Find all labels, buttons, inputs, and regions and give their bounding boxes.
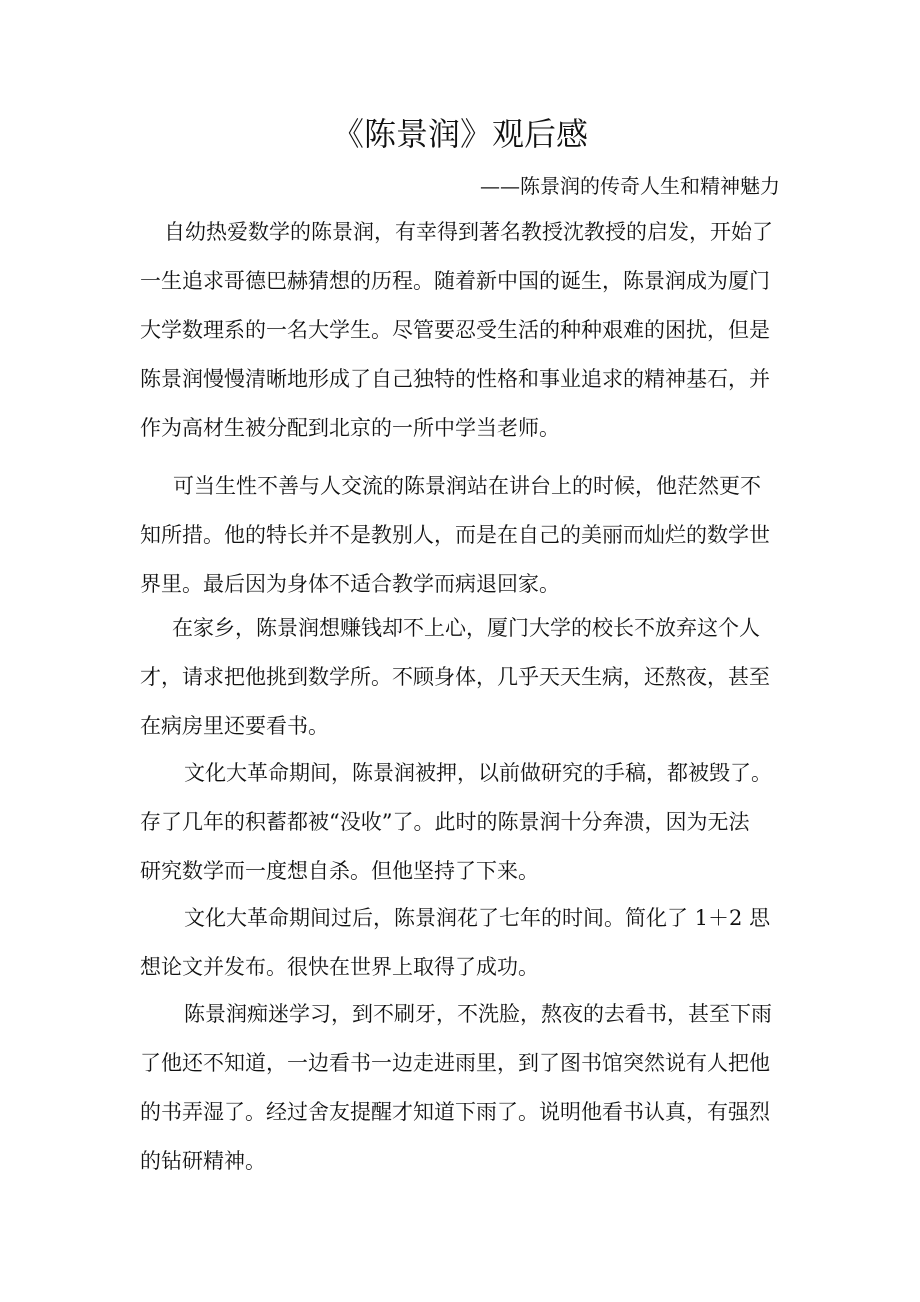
document-title: 《陈景润》观后感 [331,115,588,153]
document-subtitle: ——陈景润的传奇人生和精神魅力 [480,174,780,198]
text-line: 一生追求哥德巴赫猜想的历程。随着新中国的诞生，陈景润成为厦门 [140,269,770,293]
text-line: 陈景润痴迷学习，到不刷牙，不洗脸，熬夜的去看书，甚至下雨 [184,1002,772,1026]
text-line: 在家乡，陈景润想赚钱却不上心，厦门大学的校长不放弃这个人 [172,616,760,640]
text-line: 的钻研精神。 [140,1149,266,1173]
text-line: 研究数学而一度想自杀。但他坚持了下来。 [140,859,539,883]
text-line: 了他还不知道，一边看书一边走进雨里，到了图书馆突然说有人把他 [140,1051,770,1075]
text-line: 才，请求把他挑到数学所。不顾身体，几乎天天生病，还熬夜，甚至 [140,665,770,689]
text-line: 存了几年的积蓄都被“没收”了。此时的陈景润十分奔溃，因为无法 [140,810,750,834]
text-line: 的书弄湿了。经过舍友提醒才知道下雨了。说明他看书认真，有强烈 [140,1100,770,1124]
text-line: 自幼热爱数学的陈景润，有幸得到著名教授沈教授的启发，开始了 [164,220,773,244]
text-line: 在病房里还要看书。 [140,714,329,738]
text-line: 文化大革命期间，陈景润被押，以前做研究的手稿，都被毁了。 [184,761,772,785]
text-line: 文化大革命期间过后，陈景润花了七年的时间。简化了 1＋2 思 [184,906,771,930]
text-line: 陈景润慢慢清晰地形成了自己独特的性格和事业追求的精神基石，并 [140,367,770,391]
text-line: 想论文并发布。很快在世界上取得了成功。 [140,955,539,979]
text-line: 可当生性不善与人交流的陈景润站在讲台上的时候，他茫然更不 [173,474,761,498]
text-line: 作为高材生被分配到北京的一所中学当老师。 [140,416,560,440]
text-line: 大学数理系的一名大学生。尽管要忍受生活的种种艰难的困扰，但是 [140,318,770,342]
text-line: 界里。最后因为身体不适合教学而病退回家。 [140,572,560,596]
text-line: 知所措。他的特长并不是教别人，而是在自己的美丽而灿烂的数学世 [140,523,770,547]
